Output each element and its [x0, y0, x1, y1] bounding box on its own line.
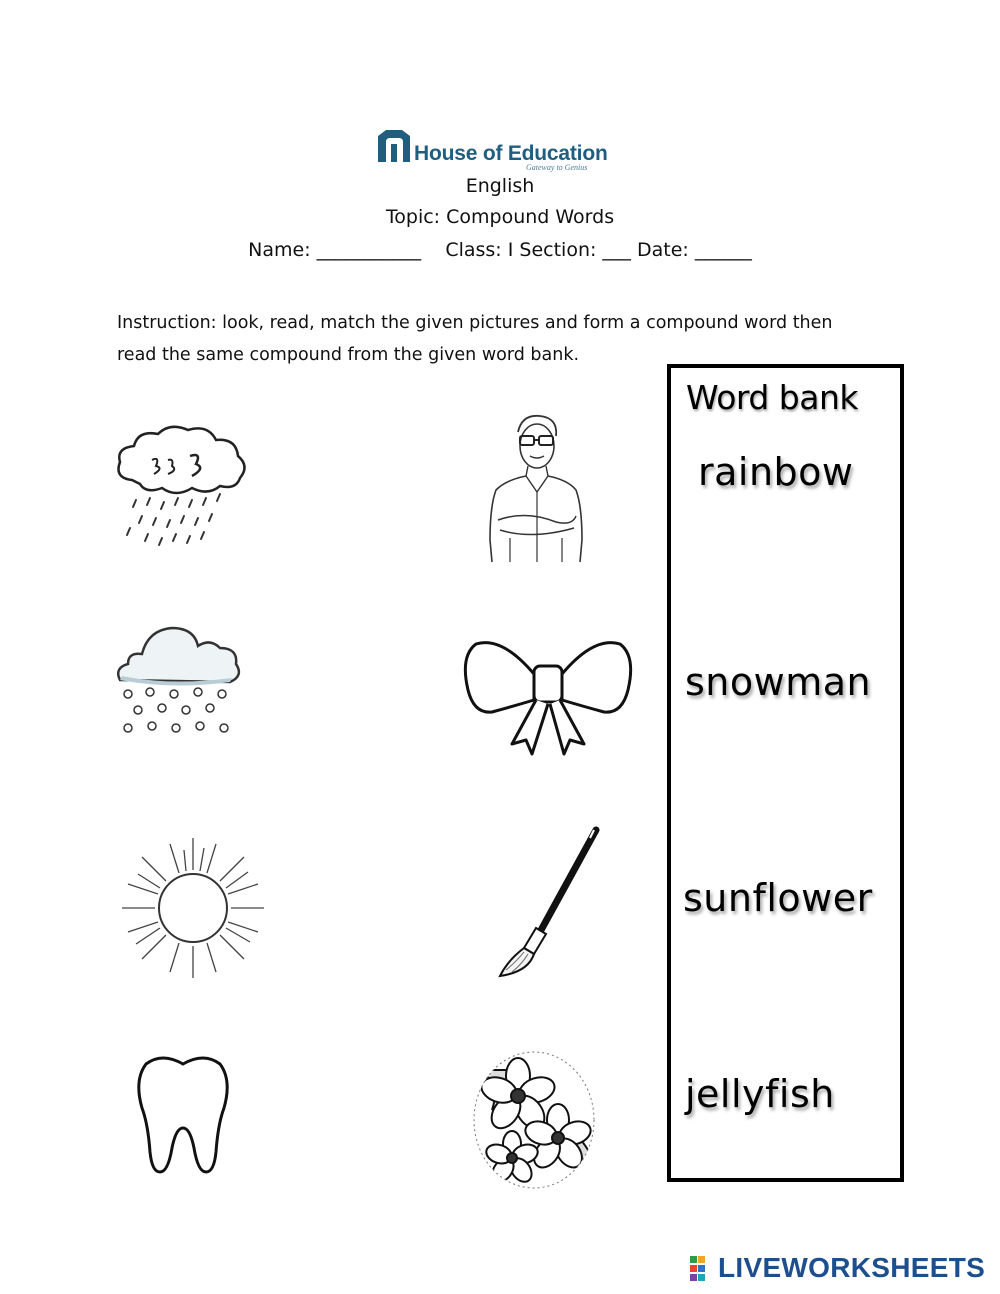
instruction-line-2: read the same compound from the given word bank. [117, 345, 580, 365]
topic-heading: Topic: Compound Words [385, 206, 615, 228]
liveworksheets-text: LIVEWORKSHEETS [718, 1252, 986, 1283]
house-of-education-logo [376, 126, 626, 172]
logo-title: House of Education [414, 142, 608, 165]
word-bank-word: rainbow [698, 450, 854, 494]
word-bank-word: snowman [685, 660, 872, 704]
man-icon[interactable] [486, 410, 586, 565]
word-bank-word: sunflower [683, 876, 873, 920]
house-logo-icon [376, 126, 414, 166]
liveworksheets-logo-icon [690, 1256, 714, 1282]
word-bank-title: Word bank [686, 378, 859, 417]
flower-icon[interactable] [472, 1050, 596, 1190]
rain-cloud-icon[interactable] [112, 420, 252, 555]
liveworksheets-brand[interactable] [690, 1252, 990, 1286]
snow-cloud-icon[interactable] [112, 620, 247, 745]
logo-tagline: Gateway to Genius [526, 163, 588, 172]
subject-heading: English [465, 175, 535, 197]
bow-icon[interactable] [462, 634, 634, 756]
word-bank-word: jellyfish [685, 1072, 835, 1116]
sun-icon[interactable] [118, 836, 268, 981]
instruction-line-1: Instruction: look, read, match the given pictures and form a compound word then [117, 313, 833, 333]
student-info-line: Name: ___________ Class: I Section: ___ Date: ______ [248, 239, 752, 261]
tooth-icon[interactable] [136, 1052, 231, 1177]
paintbrush-icon[interactable] [494, 826, 602, 978]
